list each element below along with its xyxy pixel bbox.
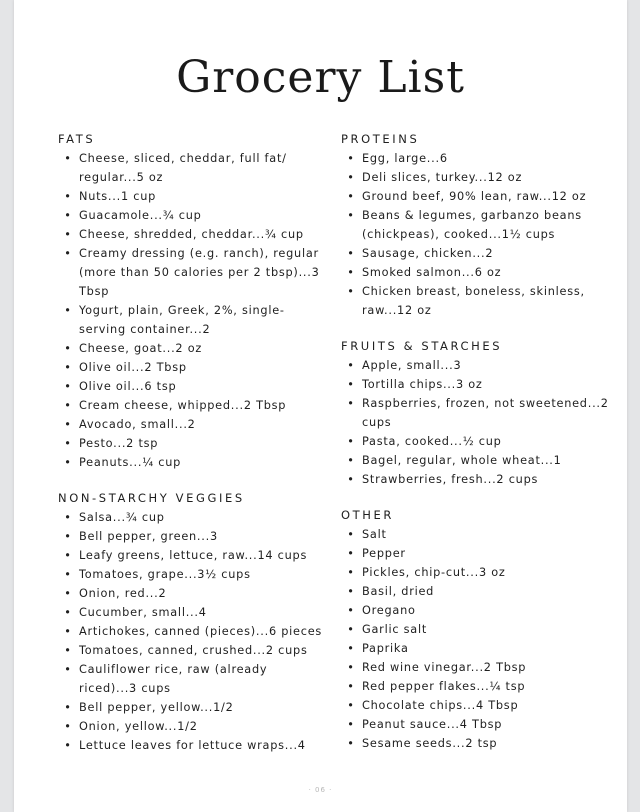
bullet-icon: • <box>64 530 72 543</box>
bullet-icon: • <box>347 285 355 298</box>
list-item: • Ground beef, 90% lean, raw...12 oz <box>341 187 611 206</box>
section-non-starchy-veggies <box>58 489 328 755</box>
list-item: • Bagel, regular, whole wheat...1 <box>341 451 611 470</box>
section-heading: OTHER <box>341 508 394 522</box>
bullet-icon: • <box>347 266 355 279</box>
list-item: • Deli slices, turkey...12 oz <box>341 168 611 187</box>
bullet-icon: • <box>64 625 72 638</box>
list-item: • Salsa...¾ cup <box>58 508 328 527</box>
page-title: Grocery List <box>176 52 465 103</box>
list-item: • Cheese, shredded, cheddar...¾ cup <box>58 225 328 244</box>
list-item: • Basil, dried <box>341 582 611 601</box>
bullet-icon: • <box>347 585 355 598</box>
list-item: • Leafy greens, lettuce, raw...14 cups <box>58 546 328 565</box>
list-item: • Tomatoes, grape...3½ cups <box>58 565 328 584</box>
list-item: • Red wine vinegar...2 Tbsp <box>341 658 611 677</box>
bullet-icon: • <box>64 418 72 431</box>
list-item: • Artichokes, canned (pieces)...6 pieces <box>58 622 328 641</box>
bullet-icon: • <box>347 737 355 750</box>
section-other <box>341 506 611 753</box>
list-item: • Peanut sauce...4 Tbsp <box>341 715 611 734</box>
bullet-icon: • <box>347 699 355 712</box>
list-item: • Beans & legumes, garbanzo beans (chickpeas), cooked...1½ cups <box>341 206 611 244</box>
bullet-icon: • <box>64 304 72 317</box>
list-item: • Pickles, chip-cut...3 oz <box>341 563 611 582</box>
list-item: • Strawberries, fresh...2 cups <box>341 470 611 489</box>
bullet-icon: • <box>347 152 355 165</box>
list-item: • Smoked salmon...6 oz <box>341 263 611 282</box>
list-item: • Paprika <box>341 639 611 658</box>
list-item: • Cucumber, small...4 <box>58 603 328 622</box>
list-item: • Oregano <box>341 601 611 620</box>
section-heading: PROTEINS <box>341 132 420 146</box>
bullet-icon: • <box>347 680 355 693</box>
list-item: • Cauliflower rice, raw (already riced)...3 cups <box>58 660 328 698</box>
section-heading: FRUITS & STARCHES <box>341 339 503 353</box>
item-list <box>58 149 328 472</box>
page-number: · 06 · <box>308 786 333 794</box>
bullet-icon: • <box>347 359 355 372</box>
list-item: • Avocado, small...2 <box>58 415 328 434</box>
list-item: • Red pepper flakes...¼ tsp <box>341 677 611 696</box>
section-proteins <box>341 130 611 320</box>
bullet-icon: • <box>64 399 72 412</box>
item-list <box>341 149 611 320</box>
list-item: • Olive oil...2 Tbsp <box>58 358 328 377</box>
bullet-icon: • <box>347 604 355 617</box>
bullet-icon: • <box>347 247 355 260</box>
bullet-icon: • <box>347 528 355 541</box>
bullet-icon: • <box>64 152 72 165</box>
list-item: • Peanuts...¼ cup <box>58 453 328 472</box>
bullet-icon: • <box>64 342 72 355</box>
bullet-icon: • <box>64 361 72 374</box>
bullet-icon: • <box>347 171 355 184</box>
section-heading: FATS <box>58 132 96 146</box>
section-heading: NON-STARCHY VEGGIES <box>58 491 245 505</box>
item-list <box>58 508 328 755</box>
bullet-icon: • <box>64 456 72 469</box>
bullet-icon: • <box>64 209 72 222</box>
list-item: • Tomatoes, canned, crushed...2 cups <box>58 641 328 660</box>
list-item: • Tortilla chips...3 oz <box>341 375 611 394</box>
bullet-icon: • <box>64 228 72 241</box>
list-item: • Olive oil...6 tsp <box>58 377 328 396</box>
list-item: • Onion, yellow...1/2 <box>58 717 328 736</box>
bullet-icon: • <box>64 511 72 524</box>
list-item: • Onion, red...2 <box>58 584 328 603</box>
section-fats <box>58 130 328 472</box>
item-list <box>341 356 611 489</box>
list-item: • Pesto...2 tsp <box>58 434 328 453</box>
list-item: • Chocolate chips...4 Tbsp <box>341 696 611 715</box>
list-item: • Pasta, cooked...½ cup <box>341 432 611 451</box>
bullet-icon: • <box>64 701 72 714</box>
document-page <box>14 0 627 812</box>
bullet-icon: • <box>64 437 72 450</box>
bullet-icon: • <box>347 718 355 731</box>
bullet-icon: • <box>347 209 355 222</box>
bullet-icon: • <box>64 739 72 752</box>
list-item: • Bell pepper, yellow...1/2 <box>58 698 328 717</box>
list-item: • Salt <box>341 525 611 544</box>
list-item: • Nuts...1 cup <box>58 187 328 206</box>
bullet-icon: • <box>64 247 72 260</box>
list-item: • Sesame seeds...2 tsp <box>341 734 611 753</box>
list-item: • Yogurt, plain, Greek, 2%, single-serving container...2 <box>58 301 328 339</box>
left-column <box>58 130 328 755</box>
bullet-icon: • <box>347 190 355 203</box>
bullet-icon: • <box>347 642 355 655</box>
bullet-icon: • <box>64 190 72 203</box>
bullet-icon: • <box>64 720 72 733</box>
bullet-icon: • <box>347 566 355 579</box>
bullet-icon: • <box>347 378 355 391</box>
bullet-icon: • <box>347 397 355 410</box>
bullet-icon: • <box>347 454 355 467</box>
list-item: • Lettuce leaves for lettuce wraps...4 <box>58 736 328 755</box>
list-item: • Cheese, sliced, cheddar, full fat/ regular...5 oz <box>58 149 328 187</box>
list-item: • Apple, small...3 <box>341 356 611 375</box>
list-item: • Garlic salt <box>341 620 611 639</box>
list-item: • Pepper <box>341 544 611 563</box>
item-list <box>341 525 611 753</box>
list-item: • Cheese, goat...2 oz <box>58 339 328 358</box>
bullet-icon: • <box>64 587 72 600</box>
bullet-icon: • <box>64 606 72 619</box>
bullet-icon: • <box>64 380 72 393</box>
right-column <box>341 130 611 753</box>
bullet-icon: • <box>347 435 355 448</box>
bullet-icon: • <box>347 661 355 674</box>
bullet-icon: • <box>347 473 355 486</box>
list-item: • Bell pepper, green...3 <box>58 527 328 546</box>
list-item: • Chicken breast, boneless, skinless, raw...12 oz <box>341 282 611 320</box>
list-item: • Egg, large...6 <box>341 149 611 168</box>
list-item: • Guacamole...¾ cup <box>58 206 328 225</box>
section-fruits-starches <box>341 337 611 489</box>
bullet-icon: • <box>64 568 72 581</box>
list-item: • Cream cheese, whipped...2 Tbsp <box>58 396 328 415</box>
bullet-icon: • <box>64 644 72 657</box>
list-item: • Sausage, chicken...2 <box>341 244 611 263</box>
list-item: • Raspberries, frozen, not sweetened...2 cups <box>341 394 611 432</box>
bullet-icon: • <box>347 623 355 636</box>
bullet-icon: • <box>64 549 72 562</box>
list-item: • Creamy dressing (e.g. ranch), regular (more than 50 calories per 2 tbsp)...3 Tbsp <box>58 244 328 301</box>
bullet-icon: • <box>64 663 72 676</box>
bullet-icon: • <box>347 547 355 560</box>
